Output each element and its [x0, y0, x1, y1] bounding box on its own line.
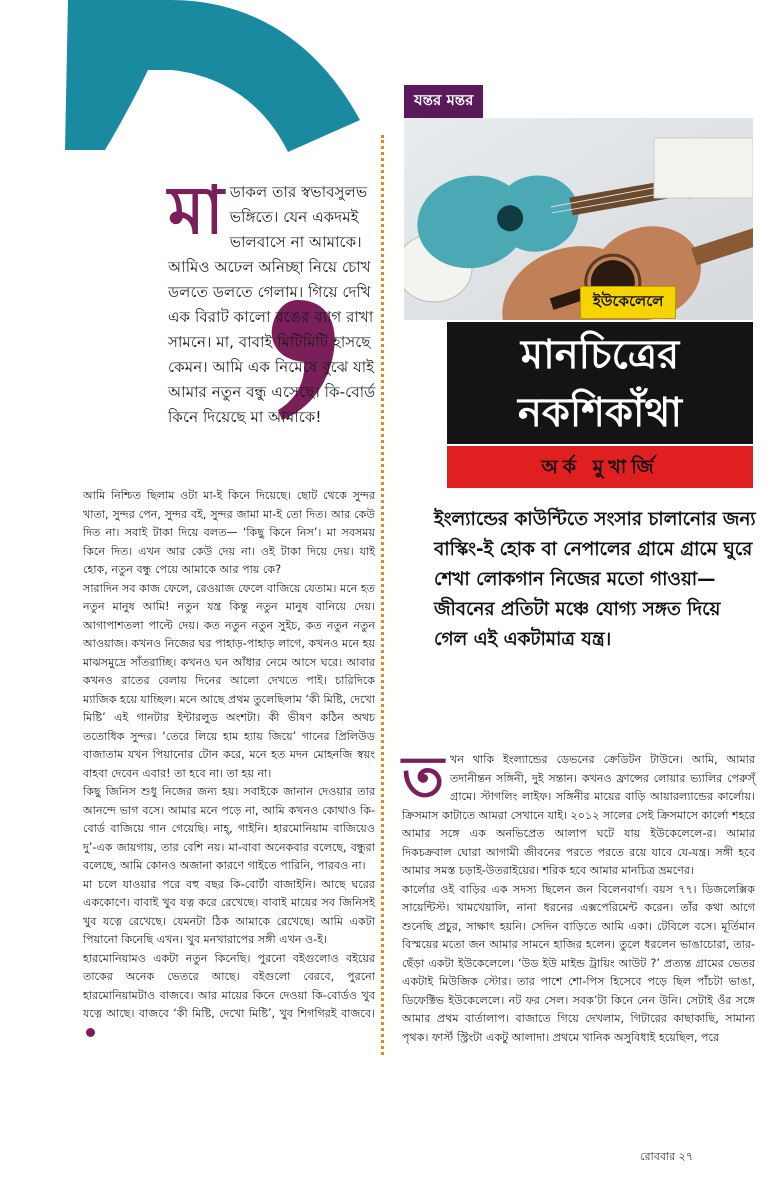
column-divider [381, 135, 384, 1055]
body-text: খন থাকি ইংল্যান্ডের ডেভনের ক্রেডিটন টাউনে। আমি, আমার তদানীন্তন সঙ্গিনী, দুই সন্তান। কখনও ফ্রান্সের লোয়ার ভ্যালির পেরুস্ঁ গ্রামে। স্টাগলিং লাইফ। সঙ্গিনীর মায়ের বাড়ি আয়ারল্যান্ডের কার্লোয়। ক্রিসমাস কাটাতে আমরা সেখানে যাই। ২০১২ সালের সেই ক্রিসমাসে কার্লো শহরে আমার সঙ্গে এক অনভিপ্রেত আলাপ ঘটে যায় ইউকেলেলে-র। আমার দিকচক্রবাল ঘোরা আগামী জীবনের পরতে পরতে রয়ে যাবে যে-যন্ত্র। সঙ্গী হবে আমার সমস্ত চড়াই-উতরাইয়ের। শরিক হবে আমার মানচিত্র ভ্রমণের। [402, 753, 755, 877]
ukulele-photo [404, 118, 753, 320]
body-paragraph: কিছু জিনিস শুধু নিজের জন্য হয়। সবাইকে জানান দেওয়ার তার আনন্দে ভাগ বসে। আমার মনে পড়ে না, আমি কখনও কোথাও কি-বোর্ড বাজিয়ে গান গেয়েছি। নাহ্, গাইনি। হারমোনিয়াম বাজিয়েও দু’-এক জায়গায়, তার বেশি নয়। মা-বাবা অনেকবার বলেছে, বন্ধুরা বলেছে, আমি কোনও অজানা কারণে গাইতে পারিনি, পারবও না। [83, 785, 375, 872]
end-mark [86, 1028, 95, 1037]
body-paragraph: কার্লোর ওই বাড়ির এক সদস্য ছিলেন জন বিলেনবার্গ। বয়স ৭৭। ডিজলেক্সিক সায়েন্টিস্ট। খামখেয়ালি, নানা ধরনের এক্সপেরিমেন্ট করেন। তাঁর কথা আগে শুনেছি প্রচুর, সাক্ষাৎ হয়নি। সেদিন বাড়িতে আমি একা। টেবিলে বসে। মূর্তিমান বিস্ময়ের মতো জন আমার সামনে হাজির হলেন। তুলে ধরলেন ভাঙাচোরা, তার-ছেঁড়া একটা ইউকেলেলে। ‘উড ইউ মাইন্ড ট্রায়িং আউট ?’ প্রত্যন্ত গ্রামের ভেতর একটাই মিউজিক স্টোর। তার পাশে শো-পিস হিসেবে পড়ে ছিল পাঁচটা ভাঙা, ডিফেক্টিভ ইউকেলেলে। নট ফর সেল। সবক’টা কিনে নেন উনি। সেটাই ওঁর সঙ্গে আমার প্রথম বার্তালাপ। বাজাতে গিয়ে দেখলাম, গিটারের কাছাকাছি, সামান্য পৃথক। ফার্স্ট স্ট্রিংটা একটু আলাদা। প্রথমে খানিক অসুবিধাই হয়েছিল, পরে [402, 882, 755, 1044]
body-paragraph: মা চলে যাওয়ার পরে বহু বছর কি-বোর্টা বাজাইনি। আছে ঘরের এককোণে। বাবাই খুব যত্ন করে রেখেছে। বাবাই মায়ের সব জিনিসই খুব যত্নে রেখেছে। যেমনটা ঠিক আমাকে রেখেছে। আমি একটা পিয়ানো কিনেছি এখন। খুব মনখারাপের সঙ্গী এখন ও-ই। [83, 877, 375, 946]
body-text: হারমোনিয়ামও একটা নতুন কিনেছি। পুরনো বইগুলোও বইয়ের তাকের অনেক ভেতরে আছে। বইগুলো বেরবে, পুরনো হারমোনিয়ামটাও বাজবে। আর মায়ের কিনে দেওয়া কি-বোর্ডও খুব যত্নে আছে। বাজবে ‘কী মিষ্টি, দেখো মিষ্টি’, খুব শিগগিরই বাজবে। [83, 951, 375, 1020]
right-drop-cap: ত [402, 745, 445, 810]
body-paragraph: সারাদিন সব কাজ ফেলে, রেওয়াজ ফেলে বাজিয়ে যেতাম। মনে হত নতুন মানুষ আমি! নতুন যন্ত্র কিন্তু নতুন মানুষ বানিয়ে দেয়। আগাপাশতলা পাল্টে দেয়। কত নতুন নতুন সুইচ, কত নতুন নতুন আওয়াজ। কখনও নিজের ঘর পাহাড়-পাহাড় লাগে, কখনও মনে হয় মাঝসমুদ্রে সাঁতরাচ্ছি। কখনও ঘন আঁধার নেমে আসে ঘরে। আবার কখনও রাতের বেলায় দিনের আলো দেখতে পাই। চারিদিকে ম্যাজিক হয়ে যাচ্ছিল। মনে আছে প্রথম তুলেছিলাম ‘কী মিষ্টি, দেখো মিষ্টি’ এই গানটার ইন্টারলুড অংশটা। কী ভীষণ কঠিন অথচ ততোধিক সুন্দর। ‘তেরে লিয়ে হাম হ্যায় জিয়ে’ গানের প্রিলিউড বাজাতাম যখন পিয়ানোর টোন করে, মনে হত মদন মোহনজি স্বয়ং বাহবা দেবেন এবার! তা হবে না। তা হয় না। [83, 581, 375, 780]
intro-drop-cap: মা [168, 172, 224, 249]
headline-line-1: মানচিত্রের [520, 332, 680, 378]
body-paragraph [83, 950, 375, 1043]
page-footer: রোববার ২৭ [640, 1150, 693, 1163]
intro-paragraph [168, 172, 393, 430]
left-body-column [83, 487, 375, 1042]
body-paragraph [402, 745, 755, 881]
headline [447, 322, 753, 444]
headline-line-2: নকশিকাঁথা [517, 390, 683, 436]
byline: অর্ক মুখার্জি [447, 446, 753, 488]
right-body-column [402, 745, 755, 1047]
intro-text: ডাকল তার স্বভাবসুলভ ভঙ্গিতে। যেন একদমই ভালবাসে না আমাকে। আমিও অঢেল অনিচ্ছা নিয়ে চোখ ডলতে ডলতে গেলাম। গিয়ে দেখি এক বিরাট কালো রঙের ব্যাগ রাখা সামনে। মা, বাবাই মিটিমিটি হাসছে কেমন। আমি এক নিমেষে বুঝে যাই আমার নতুন বন্ধু এসেছে। কি-বোর্ড কিনে দিয়েছে মা আমাকে! [168, 183, 376, 426]
section-label: যন্তর মন্তর [404, 85, 483, 118]
photo-caption: ইউকেলেলে [580, 286, 676, 319]
body-paragraph: আমি নিশ্চিত ছিলাম ওটা মা-ই কিনে দিয়েছে। ছোট থেকে সুন্দর খাতা, সুন্দর পেন, সুন্দর বই, সুন্দর জামা মা-ই তো দিত। আর কেউ দিত না। সবাই টাকা দিয়ে বলত— ‘কিছু কিনে নিস’। মা সবসময় কিনে দিত। এখন আর কেউ দেয় না। ওই টাকা দিয়ে দেয়। যাই হোক, নতুন বন্ধু পেয়ে আমাকে আর পায় কে? [83, 489, 375, 576]
deck-text: ইংল্যান্ডের কাউন্টিতে সংসার চালানোর জন্য বাস্কিং-ই হোক বা নেপালের গ্রামে গ্রামে ঘুরে শেখা লোকগান নিজের মতো গাওয়া— জীবনের প্রতিটা মঞ্চে যোগ্য সঙ্গত দিয়ে গেল এই একটামাত্র যন্ত্র। [434, 509, 756, 650]
